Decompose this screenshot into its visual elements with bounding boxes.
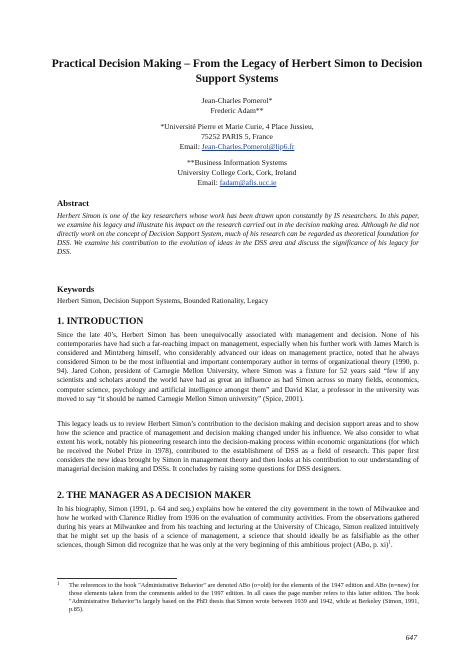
- affiliation-2-email-row: [60, 178, 414, 188]
- keywords-text: Herbert Simon, Decision Support Systems, Bounded Rationality, Legacy: [57, 297, 269, 305]
- affiliation-1-email-row: [60, 142, 414, 152]
- title-line-1: Practical Decision Making – From the Legacy of Herbert Simon to Decision: [51, 58, 423, 70]
- footnote-reference[interactable]: 1: [388, 540, 391, 546]
- affiliation-1: [60, 122, 414, 152]
- section-2-end: .: [390, 541, 393, 550]
- abstract-heading: Abstract: [57, 198, 89, 208]
- email-label: Email:: [179, 142, 202, 151]
- email-link-1[interactable]: Jean-Charles.Pomerol@lip6.fr: [201, 142, 295, 151]
- footnote-divider: [57, 578, 177, 579]
- affiliation-2-line-1: **Business Information Systems: [187, 158, 287, 167]
- affiliation-2: [60, 158, 414, 188]
- section-2-heading: 2. THE MANAGER AS A DECISION MAKER: [57, 490, 252, 501]
- footnote-number: 1: [57, 582, 60, 587]
- section-2-paragraph-1: [57, 505, 419, 550]
- section-1-heading: 1. INTRODUCTION: [57, 316, 144, 327]
- author-1: Jean-Charles Pomerol*: [201, 96, 273, 105]
- keywords-heading: Keywords: [57, 284, 95, 294]
- affiliation-1-line-1: *Université Pierre et Marie Curie, 4 Place Jussieu,: [160, 122, 314, 131]
- section-1-paragraph-2: This legacy leads us to review Herbert Simon’s contribution to the decision making and decision support areas and to show how the science and practice of management and decision making changed under his influence. We also consider to what extent his work, notably his pioneering research into the decision-making process within economic organizations (for which he received the Nobel Prize in 1978), contributed to the establishment of DSS as a field of research. This paper first considers the new ideas brought by Simon in management theory and then looks at his contribution to our understanding of managerial decision making and DSSs. It concludes by raising some questions for DSS designers.: [57, 420, 419, 474]
- email-link-2[interactable]: fadam@afis.ucc.ie: [219, 178, 277, 187]
- section-2-text: In his biography, Simon (1991, p. 64 and seq.) explains how he entered the city government in the town of Milwaukee and how he worked with Clarence Ridley from 1936 on the evaluation of community activities. From the observations gathered during his years at Milwaukee and from his teaching and lecturing at the University of Chicago, Simon realized intuitively that he might set up the basis of a science of management, a science that should ideally be as falsifiable as the other sciences, though Simon did recognize that he was only at the very beginning of this ambitious project (ABo, p. xi): [57, 505, 419, 550]
- section-1-paragraph-1: Since the late 40’s, Herbert Simon has been unequivocally associated with management and decision. None of his contemporaries have had such a far-reaching impact on management, especially when his further work with James March is considered and Mintzberg himself, who considerably advanced our ideas on management practice, noted that he always considered Simon to be the most influential and important contemporary author in terms of organizational theory (1990, p. 94). Jared Cohon, president of Carnegie Mellon University, where Simon was a fixture for 52 years said “few if any scientists and scholars around the world have had as great an influence as had Simon across so many fields, economics, computer science, psychology and artificial intelligence amongst them” and David Klar, a professor in the university was moved to say “it should be named Carnegie Mellon Simon university” (Spice, 2001).: [57, 331, 419, 403]
- author-list: [60, 96, 414, 116]
- footnote: [57, 582, 419, 614]
- abstract-text: Herbert Simon is one of the key researchers whose work has been drawn upon constantly by IS researchers. In this paper, we examine his legacy and illustrate his impact on the research carried out in the decision making area. Although he did not directly work on the concept of Decision Support System, much of his research can be regarded as theoretical foundation for DSS. We examine his contribution to the evolution of ideas in the DSS area and discuss the significance of his legacy for DSS.: [57, 212, 419, 257]
- footnote-text: The references to the book "Administrative Behavior" are denoted ABo (o=old) for the elements of the 1947 edition and ABn (n=new) for those elements taken from the comments added to the 1997 edition. In all cases the page number refers to this latter edition. The book "Administrative Behavior"is largely based on the PhD thesis that Simon wrote between 1939 and 1942, while at Berkeley (Simon, 1991, p.85).: [69, 582, 419, 614]
- title-line-2: Support Systems: [195, 73, 279, 85]
- affiliation-2-line-2: University College Cork, Cork, Ireland: [177, 168, 297, 177]
- affiliation-1-line-2: 75252 PARIS 5, France: [201, 132, 273, 141]
- paper-title: [40, 57, 434, 87]
- author-2: Frederic Adam**: [210, 106, 264, 115]
- email-label: Email:: [197, 178, 220, 187]
- page-number: 647: [405, 633, 417, 642]
